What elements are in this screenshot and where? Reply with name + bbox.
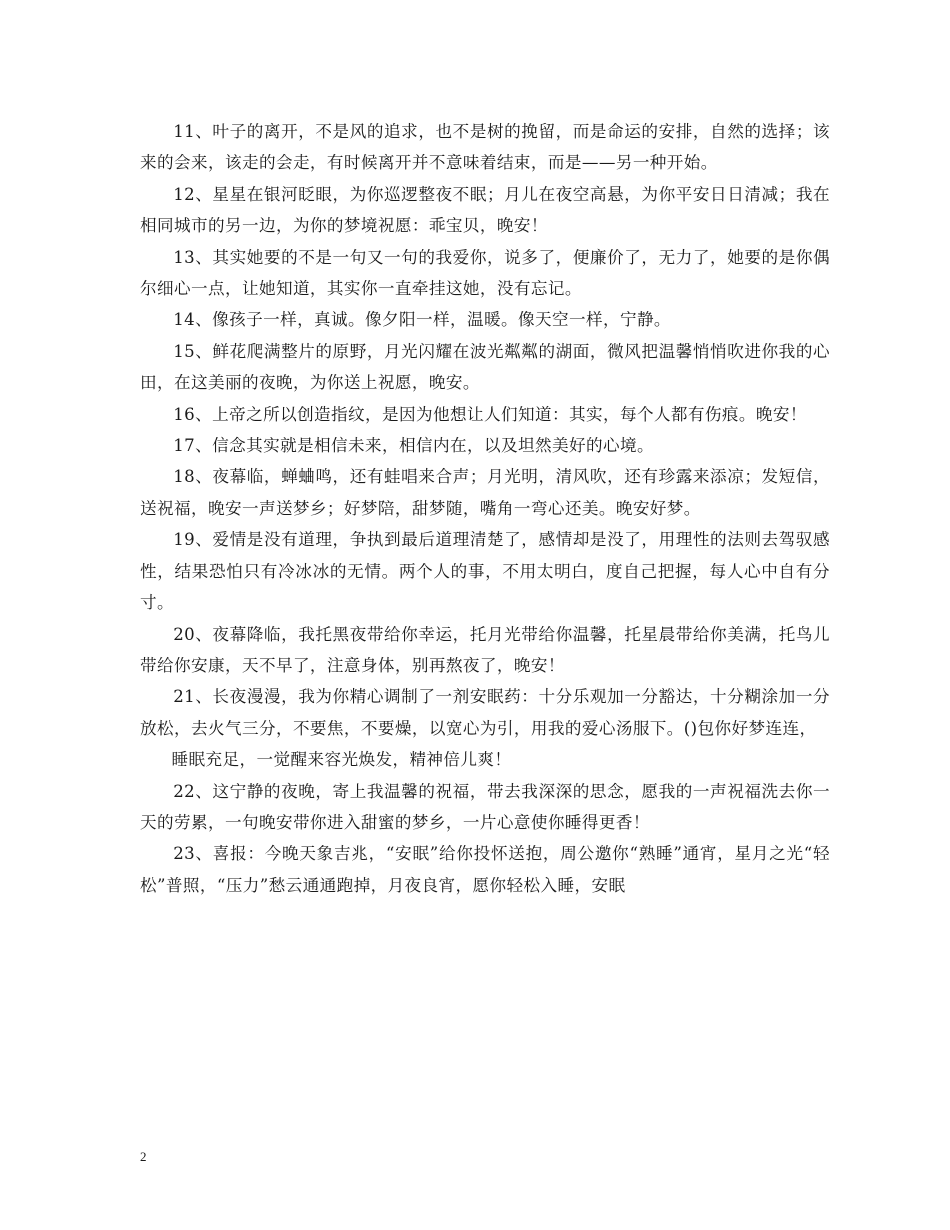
paragraph-21: 21、长夜漫漫，我为你精心调制了一剂安眠药：十分乐观加一分豁达，十分糊涂加一分放松，去火气三分，不要焦，不要燥，以宽心为引，用我的爱心汤服下。()包你好梦连连，: [140, 687, 830, 738]
paragraph-19: 19、爱情是没有道理，争执到最后道理清楚了，感情却是没了，用理性的法则去驾驭感性，结果恐怕只有冷冰冰的无情。两个人的事，不用太明白，度自己把握，每人心中自有分寸。: [140, 530, 830, 613]
paragraph-18: 18、夜幕临，蝉蛐鸣，还有蛙唱来合声；月光明，清风吹，还有珍露来添凉；发短信，送祝福，晚安一声送梦乡；好梦陪，甜梦随，嘴角一弯心还美。晚安好梦。: [140, 467, 830, 518]
paragraph-22: 22、这宁静的夜晚，寄上我温馨的祝福，带去我深深的思念，愿我的一声祝福洗去你一天的劳累，一句晚安带你进入甜蜜的梦乡，一片心意使你睡得更香！: [140, 781, 830, 832]
paragraph-17: 17、信念其实就是相信未来，相信内在，以及坦然美好的心境。: [173, 436, 654, 456]
document-body: [140, 116, 830, 901]
paragraph-21-continued: 睡眠充足，一觉醒来容光焕发，精神倍儿爽！: [171, 750, 512, 770]
paragraph-11: 11、叶子的离开，不是风的追求，也不是树的挽留，而是命运的安排，自然的选择；该来的会来，该走的会走，有时候离开并不意味着结束，而是——另一种开始。: [140, 122, 830, 173]
paragraph-16: 16、上帝之所以创造指纹，是因为他想让人们知道：其实，每个人都有伤痕。晚安！: [173, 404, 807, 424]
paragraph-12: 12、星星在银河眨眼，为你巡逻整夜不眠；月儿在夜空高悬，为你平安日日清减；我在相同城市的另一边，为你的梦境祝愿：乖宝贝，晚安！: [140, 184, 830, 236]
paragraph-20: 20、夜幕降临，我托黑夜带给你幸运，托月光带给你温馨，托星晨带给你美满，托鸟儿带给你安康，天不早了，注意身体，别再熬夜了，晚安！: [140, 624, 830, 675]
page-number: 2: [140, 1149, 147, 1164]
paragraph-14: 14、像孩子一样，真诚。像夕阳一样，温暖。像天空一样，宁静。: [173, 310, 671, 330]
paragraph-15: 15、鲜花爬满整片的原野，月光闪耀在波光粼粼的湖面，微风把温馨悄悄吹进你我的心田，在这美丽的夜晚，为你送上祝愿，晚安。: [140, 341, 830, 393]
paragraph-13: 13、其实她要的不是一句又一句的我爱你，说多了，便廉价了，无力了，她要的是你偶尔细心一点，让她知道，其实你一直牵挂这她，没有忘记。: [140, 247, 830, 299]
paragraph-23: 23、喜报：今晚天象吉兆，“安眠”给你投怀送抱，周公邀你“熟睡”通宵，星月之光“轻松”普照，“压力”愁云通通跑掉，月夜良宵，愿你轻松入睡，安眠: [140, 844, 830, 895]
